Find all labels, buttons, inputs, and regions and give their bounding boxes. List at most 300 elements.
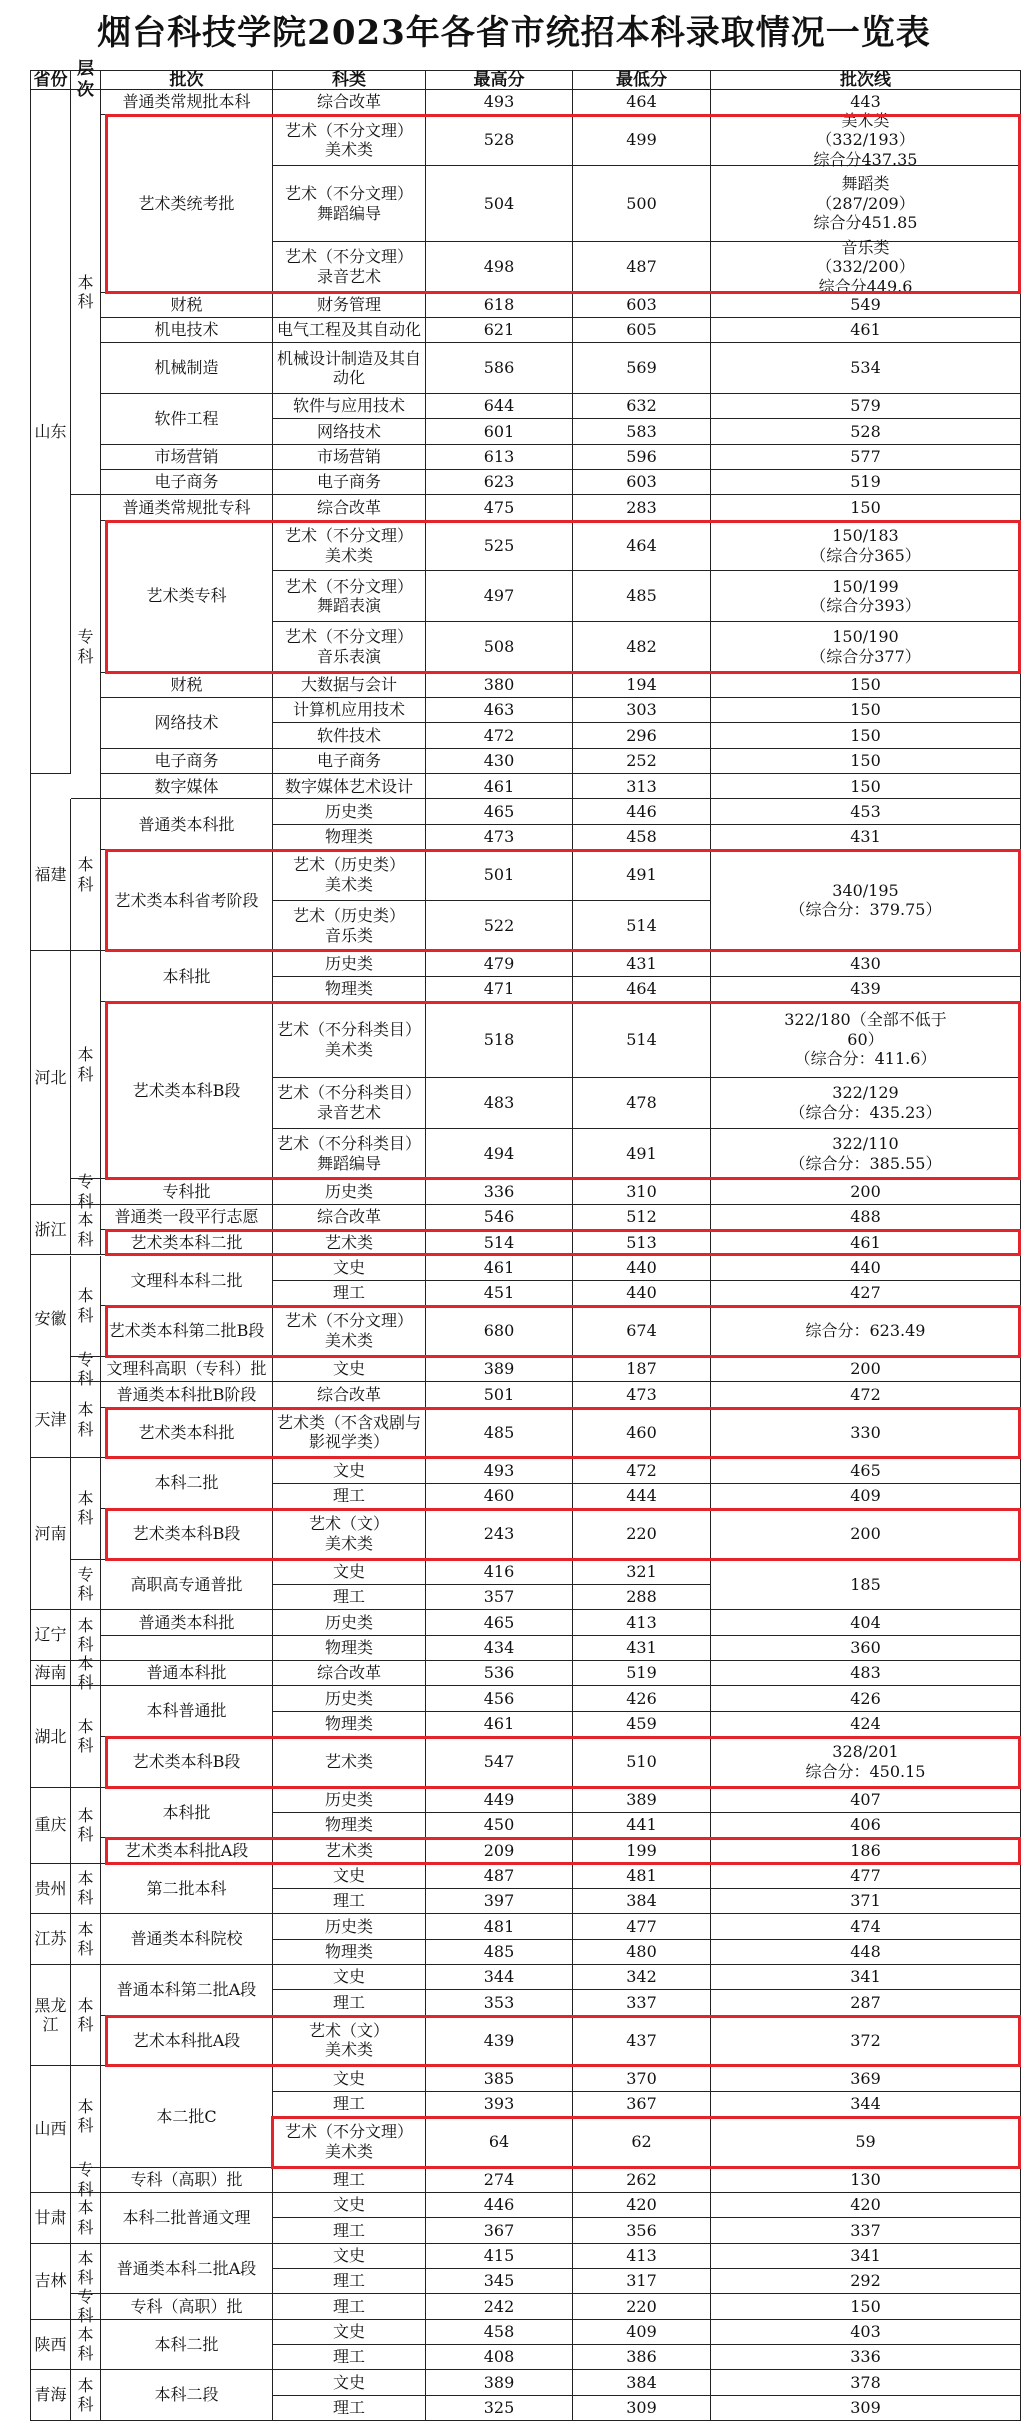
min-score-cell: 313 [573, 774, 711, 799]
category-cell: 物理类 [273, 825, 426, 850]
province-cell: 河南 [31, 1458, 71, 1610]
batch-line-cell: 372 [711, 2016, 1021, 2067]
batch-line-cell: 340/195 （综合分：379.75） [711, 850, 1021, 951]
batch-cell: 财税 [101, 673, 273, 698]
min-score-cell: 472 [573, 1458, 711, 1483]
batch-line-cell: 336 [711, 2345, 1021, 2370]
batch-line-cell: 150 [711, 723, 1021, 748]
batch-cell: 艺术类本科B段 [101, 1737, 273, 1788]
max-score-cell: 393 [426, 2092, 573, 2117]
max-score-cell: 274 [426, 2168, 573, 2193]
category-cell: 理工 [273, 2345, 426, 2370]
batch-line-cell: 150 [711, 774, 1021, 799]
max-score-cell: 242 [426, 2294, 573, 2319]
batch-line-cell: 200 [711, 1357, 1021, 1382]
max-score-cell: 434 [426, 1636, 573, 1661]
max-score-cell: 430 [426, 749, 573, 774]
batch-line-cell: 534 [711, 343, 1021, 394]
province-cell: 湖北 [31, 1686, 71, 1787]
category-cell: 历史类 [273, 1686, 426, 1711]
batch-line-cell: 371 [711, 1889, 1021, 1914]
min-score-cell: 464 [573, 521, 711, 572]
max-score-cell: 498 [426, 242, 573, 293]
batch-line-cell: 309 [711, 2396, 1021, 2421]
max-score-cell: 336 [426, 1179, 573, 1204]
min-score-cell: 413 [573, 1610, 711, 1635]
min-score-cell: 431 [573, 951, 711, 976]
batch-line-cell: 150/183 （综合分365） [711, 521, 1021, 572]
min-score-cell: 389 [573, 1788, 711, 1813]
min-score-cell: 187 [573, 1357, 711, 1382]
max-score-cell: 525 [426, 521, 573, 572]
batch-cell: 文理科高职（专科）批 [101, 1357, 273, 1382]
province-cell: 江苏 [31, 1914, 71, 1965]
min-score-cell: 356 [573, 2218, 711, 2243]
category-cell: 综合改革 [273, 90, 426, 115]
max-score-cell: 623 [426, 470, 573, 495]
min-score-cell: 459 [573, 1712, 711, 1737]
level-cell: 专科 [71, 2294, 101, 2319]
min-score-cell: 303 [573, 698, 711, 723]
level-cell: 本科 [71, 1661, 101, 1686]
batch-line-cell: 综合分：623.49 [711, 1306, 1021, 1357]
min-score-cell: 199 [573, 1838, 711, 1863]
min-score-cell: 499 [573, 115, 711, 166]
category-cell: 计算机应用技术 [273, 698, 426, 723]
batch-line-cell: 403 [711, 2320, 1021, 2345]
batch-cell: 艺术本科批A段 [101, 2016, 273, 2067]
batch-cell: 软件工程 [101, 394, 273, 445]
min-score-cell: 337 [573, 1990, 711, 2015]
header-max-score: 最高分 [426, 71, 573, 90]
category-cell: 艺术（历史类） 美术类 [273, 850, 426, 901]
level-cell: 本科 [71, 2066, 101, 2167]
max-score-cell: 461 [426, 1256, 573, 1281]
max-score-cell: 485 [426, 1940, 573, 1965]
max-score-cell: 528 [426, 115, 573, 166]
batch-cell: 普通类本科批B阶段 [101, 1382, 273, 1407]
min-score-cell: 480 [573, 1940, 711, 1965]
min-score-cell: 386 [573, 2345, 711, 2370]
level-cell: 专科 [71, 1179, 101, 1204]
batch-line-cell: 150 [711, 2294, 1021, 2319]
province-cell: 黑龙江 [31, 1965, 71, 2066]
province-cell: 青海 [31, 2370, 71, 2421]
max-score-cell: 449 [426, 1788, 573, 1813]
category-cell: 理工 [273, 2168, 426, 2193]
batch-line-cell: 409 [711, 1484, 1021, 1509]
category-cell: 文史 [273, 1256, 426, 1281]
category-cell: 文史 [273, 2244, 426, 2269]
category-cell: 软件技术 [273, 723, 426, 748]
max-score-cell: 385 [426, 2066, 573, 2091]
batch-line-cell: 488 [711, 1205, 1021, 1230]
batch-cell: 本科二段 [101, 2370, 273, 2421]
batch-line-cell: 472 [711, 1382, 1021, 1407]
batch-line-cell: 360 [711, 1636, 1021, 1661]
max-score-cell: 450 [426, 1813, 573, 1838]
batch-line-cell: 439 [711, 977, 1021, 1002]
header-batch-line: 批次线 [711, 71, 1021, 90]
batch-line-cell: 59 [711, 2117, 1021, 2168]
min-score-cell: 485 [573, 571, 711, 622]
min-score-cell: 413 [573, 2244, 711, 2269]
min-score-cell: 384 [573, 2370, 711, 2395]
min-score-cell: 583 [573, 419, 711, 444]
max-score-cell: 621 [426, 318, 573, 343]
category-cell: 电子商务 [273, 749, 426, 774]
category-cell: 物理类 [273, 1636, 426, 1661]
batch-line-cell: 427 [711, 1281, 1021, 1306]
batch-cell: 高职高专通普批 [101, 1560, 273, 1611]
batch-line-cell: 424 [711, 1712, 1021, 1737]
batch-cell: 专科（高职）批 [101, 2294, 273, 2319]
category-cell: 物理类 [273, 977, 426, 1002]
batch-cell: 艺术类本科B段 [101, 1002, 273, 1179]
min-score-cell: 458 [573, 825, 711, 850]
max-score-cell: 243 [426, 1509, 573, 1560]
batch-line-cell: 430 [711, 951, 1021, 976]
batch-cell: 电子商务 [101, 470, 273, 495]
category-cell: 理工 [273, 2294, 426, 2319]
batch-cell: 财税 [101, 293, 273, 318]
batch-cell: 数字媒体 [101, 774, 273, 799]
min-score-cell: 482 [573, 622, 711, 673]
max-score-cell: 463 [426, 698, 573, 723]
category-cell: 理工 [273, 1889, 426, 1914]
max-score-cell: 325 [426, 2396, 573, 2421]
batch-line-cell: 322/110 （综合分：385.55） [711, 1129, 1021, 1180]
province-cell: 贵州 [31, 1864, 71, 1915]
min-score-cell: 437 [573, 2016, 711, 2067]
batch-line-cell: 322/180（全部不低于 60） （综合分：411.6） [711, 1002, 1021, 1078]
max-score-cell: 416 [426, 1560, 573, 1585]
category-cell: 理工 [273, 2396, 426, 2421]
batch-line-cell: 369 [711, 2066, 1021, 2091]
header-batch: 批次 [101, 71, 273, 90]
min-score-cell: 514 [573, 901, 711, 952]
page-title: 烟台科技学院2023年各省市统招本科录取情况一览表 [97, 13, 931, 53]
max-score-cell: 446 [426, 2193, 573, 2218]
max-score-cell: 344 [426, 1965, 573, 1990]
batch-line-cell: 420 [711, 2193, 1021, 2218]
max-score-cell: 415 [426, 2244, 573, 2269]
max-score-cell: 408 [426, 2345, 573, 2370]
min-score-cell: 262 [573, 2168, 711, 2193]
max-score-cell: 601 [426, 419, 573, 444]
batch-cell: 艺术类专科 [101, 521, 273, 673]
batch-line-cell: 440 [711, 1256, 1021, 1281]
category-cell: 文史 [273, 1560, 426, 1585]
category-cell: 理工 [273, 1585, 426, 1610]
batch-line-cell: 150 [711, 749, 1021, 774]
category-cell: 艺术（文） 美术类 [273, 2016, 426, 2067]
category-cell: 艺术（不分文理） 录音艺术 [273, 242, 426, 293]
level-cell: 本科 [71, 1256, 101, 1357]
max-score-cell: 481 [426, 1914, 573, 1939]
category-cell: 艺术类 [273, 1737, 426, 1788]
max-score-cell: 487 [426, 1864, 573, 1889]
province-cell: 安徽 [31, 1256, 71, 1383]
max-score-cell: 465 [426, 1610, 573, 1635]
batch-line-cell: 341 [711, 2244, 1021, 2269]
batch-line-cell: 453 [711, 799, 1021, 824]
batch-cell: 普通类本科院校 [101, 1914, 273, 1965]
min-score-cell: 220 [573, 1509, 711, 1560]
category-cell: 艺术类 [273, 1230, 426, 1255]
max-score-cell: 380 [426, 673, 573, 698]
level-cell: 本科 [71, 1914, 101, 1965]
category-cell: 网络技术 [273, 419, 426, 444]
max-score-cell: 493 [426, 1458, 573, 1483]
max-score-cell: 493 [426, 90, 573, 115]
max-score-cell: 209 [426, 1838, 573, 1863]
category-cell: 大数据与会计 [273, 673, 426, 698]
min-score-cell: 441 [573, 1813, 711, 1838]
category-cell: 艺术（不分文理） 美术类 [273, 115, 426, 166]
category-cell: 文史 [273, 2370, 426, 2395]
max-score-cell: 461 [426, 1712, 573, 1737]
category-cell: 艺术类 [273, 1838, 426, 1863]
batch-line-cell: 美术类 （332/193） 综合分437.35 [711, 115, 1021, 166]
batch-line-cell: 448 [711, 1940, 1021, 1965]
batch-line-cell: 130 [711, 2168, 1021, 2193]
batch-line-cell: 150 [711, 673, 1021, 698]
province-cell: 辽宁 [31, 1610, 71, 1661]
header-min-score: 最低分 [573, 71, 711, 90]
batch-line-cell: 337 [711, 2218, 1021, 2243]
category-cell: 艺术（文） 美术类 [273, 1509, 426, 1560]
batch-line-cell: 528 [711, 419, 1021, 444]
max-score-cell: 397 [426, 1889, 573, 1914]
category-cell: 理工 [273, 1990, 426, 2015]
batch-cell: 本科二批 [101, 2320, 273, 2371]
category-cell: 历史类 [273, 799, 426, 824]
category-cell: 文史 [273, 1965, 426, 1990]
max-score-cell: 680 [426, 1306, 573, 1357]
category-cell: 艺术（不分文理） 音乐表演 [273, 622, 426, 673]
batch-cell: 普通类本科批 [101, 799, 273, 850]
category-cell: 文史 [273, 1458, 426, 1483]
category-cell: 理工 [273, 1281, 426, 1306]
max-score-cell: 473 [426, 825, 573, 850]
category-cell: 文史 [273, 2066, 426, 2091]
min-score-cell: 481 [573, 1864, 711, 1889]
level-cell: 本科 [71, 799, 101, 951]
batch-cell: 普通本科第二批A段 [101, 1965, 273, 2016]
category-cell: 财务管理 [273, 293, 426, 318]
max-score-cell: 389 [426, 1357, 573, 1382]
batch-line-cell: 200 [711, 1509, 1021, 1560]
min-score-cell: 478 [573, 1078, 711, 1129]
max-score-cell: 494 [426, 1129, 573, 1180]
batch-line-cell: 461 [711, 318, 1021, 343]
category-cell: 艺术（历史类） 音乐类 [273, 901, 426, 952]
max-score-cell: 451 [426, 1281, 573, 1306]
max-score-cell: 547 [426, 1737, 573, 1788]
min-score-cell: 500 [573, 166, 711, 242]
min-score-cell: 569 [573, 343, 711, 394]
header-level: 层次 [71, 71, 101, 90]
batch-cell: 市场营销 [101, 445, 273, 470]
batch-line-cell: 474 [711, 1914, 1021, 1939]
min-score-cell: 519 [573, 1661, 711, 1686]
category-cell: 艺术类（不含戏剧与 影视学类） [273, 1408, 426, 1459]
category-cell: 物理类 [273, 1940, 426, 1965]
max-score-cell: 458 [426, 2320, 573, 2345]
min-score-cell: 603 [573, 470, 711, 495]
level-cell: 本科 [71, 1205, 101, 1256]
category-cell: 文史 [273, 2193, 426, 2218]
min-score-cell: 310 [573, 1179, 711, 1204]
batch-line-cell: 344 [711, 2092, 1021, 2117]
batch-line-cell: 577 [711, 445, 1021, 470]
batch-cell: 电子商务 [101, 749, 273, 774]
province-cell: 福建 [31, 799, 71, 951]
max-score-cell: 518 [426, 1002, 573, 1078]
batch-cell: 艺术类本科二批 [101, 1230, 273, 1255]
level-cell: 专科 [71, 2168, 101, 2193]
category-cell: 数字媒体艺术设计 [273, 774, 426, 799]
min-score-cell: 384 [573, 1889, 711, 1914]
max-score-cell: 504 [426, 166, 573, 242]
min-score-cell: 596 [573, 445, 711, 470]
max-score-cell: 465 [426, 799, 573, 824]
batch-line-cell: 150/199 （综合分393） [711, 571, 1021, 622]
level-cell: 本科 [71, 1382, 101, 1458]
category-cell: 艺术（不分文理） 美术类 [273, 1306, 426, 1357]
batch-line-cell: 舞蹈类 （287/209） 综合分451.85 [711, 166, 1021, 242]
batch-line-cell: 549 [711, 293, 1021, 318]
min-score-cell: 510 [573, 1737, 711, 1788]
min-score-cell: 491 [573, 850, 711, 901]
min-score-cell: 514 [573, 1002, 711, 1078]
batch-line-cell: 328/201 综合分：450.15 [711, 1737, 1021, 1788]
batch-line-cell: 378 [711, 2370, 1021, 2395]
min-score-cell: 464 [573, 977, 711, 1002]
batch-line-cell: 443 [711, 90, 1021, 115]
batch-line-cell: 426 [711, 1686, 1021, 1711]
province-cell: 重庆 [31, 1788, 71, 1864]
max-score-cell: 475 [426, 495, 573, 520]
max-score-cell: 367 [426, 2218, 573, 2243]
category-cell: 理工 [273, 1484, 426, 1509]
category-cell: 综合改革 [273, 1205, 426, 1230]
min-score-cell: 473 [573, 1382, 711, 1407]
batch-line-cell: 519 [711, 470, 1021, 495]
max-score-cell: 483 [426, 1078, 573, 1129]
batch-cell: 艺术类本科B段 [101, 1509, 273, 1560]
category-cell: 历史类 [273, 951, 426, 976]
level-cell: 本科 [71, 1864, 101, 1915]
min-score-cell: 460 [573, 1408, 711, 1459]
level-cell: 本科 [71, 951, 101, 1179]
min-score-cell: 342 [573, 1965, 711, 1990]
max-score-cell: 460 [426, 1484, 573, 1509]
min-score-cell: 513 [573, 1230, 711, 1255]
category-cell: 理工 [273, 2218, 426, 2243]
max-score-cell: 439 [426, 2016, 573, 2067]
category-cell: 文史 [273, 1864, 426, 1889]
max-score-cell: 613 [426, 445, 573, 470]
level-cell: 专科 [71, 1357, 101, 1382]
min-score-cell: 194 [573, 673, 711, 698]
batch-cell: 机械制造 [101, 343, 273, 394]
level-cell: 专科 [71, 1560, 101, 1611]
max-score-cell: 618 [426, 293, 573, 318]
category-cell: 历史类 [273, 1610, 426, 1635]
batch-cell: 普通类常规批本科 [101, 90, 273, 115]
batch-cell: 网络技术 [101, 698, 273, 749]
batch-cell: 专科批 [101, 1179, 273, 1204]
province-cell: 浙江 [31, 1205, 71, 1256]
batch-line-cell: 185 [711, 1560, 1021, 1611]
batch-cell: 文理科本科二批 [101, 1256, 273, 1307]
level-cell: 本科 [71, 2244, 101, 2295]
batch-line-cell: 465 [711, 1458, 1021, 1483]
category-cell: 艺术（不分科类目） 美术类 [273, 1002, 426, 1078]
batch-line-cell: 150/190 （综合分377） [711, 622, 1021, 673]
batch-line-cell: 292 [711, 2269, 1021, 2294]
batch-line-cell: 483 [711, 1661, 1021, 1686]
min-score-cell: 632 [573, 394, 711, 419]
category-cell: 文史 [273, 1357, 426, 1382]
batch-line-cell: 200 [711, 1179, 1021, 1204]
min-score-cell: 283 [573, 495, 711, 520]
level-cell: 专科 [71, 495, 101, 799]
min-score-cell: 431 [573, 1636, 711, 1661]
max-score-cell: 389 [426, 2370, 573, 2395]
level-cell: 本科 [71, 90, 101, 495]
category-cell: 物理类 [273, 1813, 426, 1838]
province-cell: 陕西 [31, 2320, 71, 2371]
batch-cell: 本科批 [101, 951, 273, 1002]
category-cell: 综合改革 [273, 1661, 426, 1686]
batch-cell: 艺术类本科省考阶段 [101, 850, 273, 951]
min-score-cell: 512 [573, 1205, 711, 1230]
batch-cell: 艺术类本科批 [101, 1408, 273, 1459]
max-score-cell: 536 [426, 1661, 573, 1686]
category-cell: 电气工程及其自动化 [273, 318, 426, 343]
category-cell: 综合改革 [273, 495, 426, 520]
min-score-cell: 62 [573, 2117, 711, 2168]
header-category: 科类 [273, 71, 426, 90]
level-cell: 本科 [71, 1965, 101, 2066]
admission-table [30, 59, 1021, 2421]
max-score-cell: 497 [426, 571, 573, 622]
max-score-cell: 546 [426, 1205, 573, 1230]
min-score-cell: 605 [573, 318, 711, 343]
level-cell: 本科 [71, 1788, 101, 1864]
batch-line-cell: 406 [711, 1813, 1021, 1838]
category-cell: 电子商务 [273, 470, 426, 495]
batch-cell [101, 1636, 273, 1661]
min-score-cell: 464 [573, 90, 711, 115]
category-cell: 艺术（不分文理） 美术类 [273, 521, 426, 572]
batch-line-cell: 404 [711, 1610, 1021, 1635]
max-score-cell: 456 [426, 1686, 573, 1711]
min-score-cell: 603 [573, 293, 711, 318]
category-cell: 艺术（不分科类目） 舞蹈编导 [273, 1129, 426, 1180]
batch-cell: 第二批本科 [101, 1864, 273, 1915]
category-cell: 文史 [273, 2320, 426, 2345]
batch-line-cell: 579 [711, 394, 1021, 419]
batch-cell: 艺术类本科第二批B段 [101, 1306, 273, 1357]
max-score-cell: 522 [426, 901, 573, 952]
batch-line-cell: 322/129 （综合分：435.23） [711, 1078, 1021, 1129]
category-cell: 历史类 [273, 1914, 426, 1939]
max-score-cell: 485 [426, 1408, 573, 1459]
